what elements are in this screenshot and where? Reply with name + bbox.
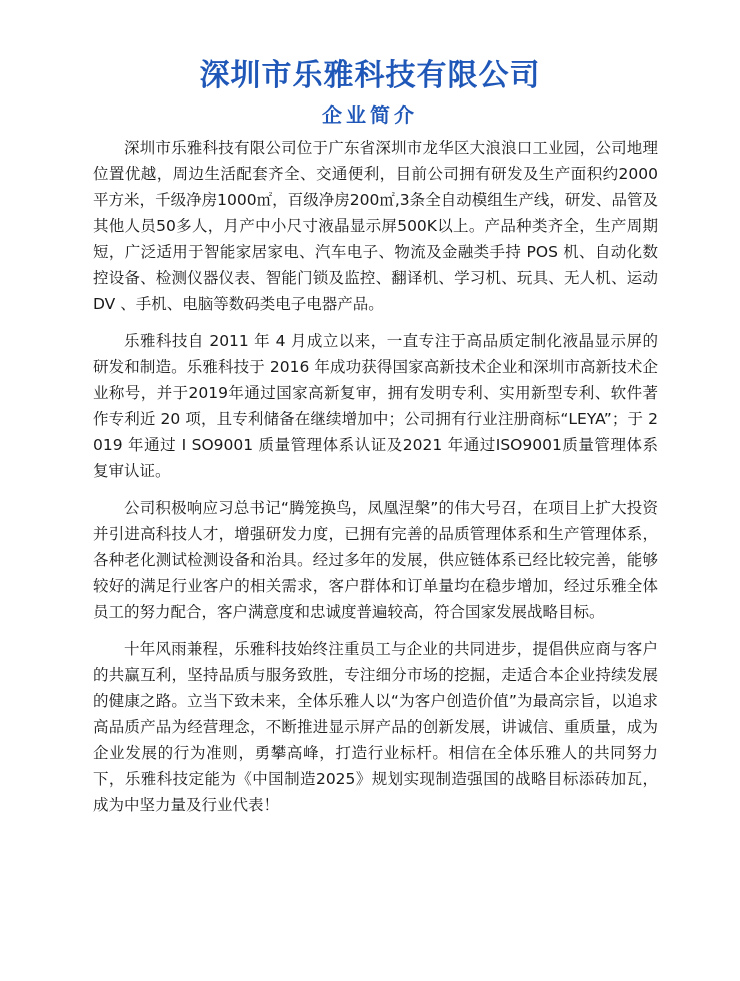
- company-title: 深圳市乐雅科技有限公司: [199, 58, 541, 93]
- paragraph-vision: 十年风雨兼程，乐雅科技始终注重员工与企业的共同进步，提倡供应商与客户的共赢互利，坚持品质与服务致胜，专注细分市场的挖掘，走适合本企业持续发展的健康之路。立当下致未来，全体乐雅人以“为客户创造价值”为最高宗旨，以追求高品质产品为经营理念，不断推进显示屏产品的创新发展，讲诚信、重质量，成为企业发展的行为准则，勇攀高峰，打造行业标杆。相信在全体乐雅人的共同努力下，乐雅科技定能为《中国制造2025》规划实现制造强国的战略目标添砖加瓦，成为中坚力量及行业代表！: [93, 640, 658, 814]
- paragraph-overview: 深圳市乐雅科技有限公司位于广东省深圳市龙华区大浪浪口工业园，公司地理位置优越，周边生活配套齐全、交通便利，目前公司拥有研发及生产面积约2000平方米，千级净房1000㎡，百级净房200㎡,3条全自动模组生产线，研发、品管及其他人员50多人，月产中小尺寸液晶显示屏500K以上。产品种类齐全，生产周期短，广泛适用于智能家居家电、汽车电子、物流及金融类手持 POS 机、自动化数控设备、检测仪器仪表、智能门锁及监控、翻译机、学习机、玩具、无人机、运动 DV 、手机、电脑等数码类电子电器产品。: [93, 139, 658, 313]
- paragraph-development: 公司积极响应习总书记“腾笼换鸟，凤凰涅槃”的伟大号召，在项目上扩大投资并引进高科技人才，增强研发力度，已拥有完善的品质管理体系和生产管理体系，各种老化测试检测设备和治具。经过多年的发展，供应链体系已经比较完善，能够较好的满足行业客户的相关需求，客户群体和订单量均在稳步增加，经过乐雅全体员工的努力配合，客户满意度和忠诚度普遍较高，符合国家发展战略目标。: [93, 499, 658, 621]
- paragraph-history: 乐雅科技自 2011 年 4 月成立以来，一直专注于高品质定制化液晶显示屏的研发和制造。乐雅科技于 2016 年成功获得国家高新技术企业和深圳市高新技术企业称号，并于2019年通过国家高新复审，拥有发明专利、实用新型专利、软件著作专利近 20 项，且专利储备在继续增加中；公司拥有行业注册商标“LEYA”；于 2019 年通过 I SO9001 质量管理体系认证及2021 年通过ISO9001质量管理体系复审认证。: [93, 332, 658, 480]
- section-title: 企业简介: [322, 103, 418, 127]
- body-text: [93, 135, 658, 829]
